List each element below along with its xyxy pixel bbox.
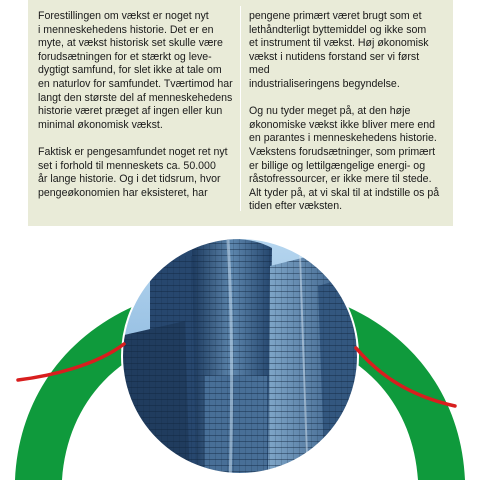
text-panel (28, 0, 453, 226)
column-divider (240, 6, 241, 211)
illustration-svg (0, 226, 480, 480)
left-text-column (38, 10, 234, 214)
paragraph: pengene primært været brugt som et lethåndterligt byttemiddel og ikke som et instrument til vækst. Høj økonomisk vækst i nutidens forstand ser vi først med industrialiseringens begyndelse. (249, 10, 429, 90)
illustration (0, 226, 480, 480)
right-text-column (249, 10, 441, 228)
paragraph: Og nu tyder meget på, at den høje økonomiske vækst ikke bliver mere end en parantes i menneskehedens historie. Vækstens forudsætninger, som primært er billige og lettilgængelige energi- og råstofressourcer, er ikke mere til stede. Alt tyder på, at vi skal til at indstille os på tiden efter væksten. (249, 105, 440, 213)
paragraph: Forestillingen om vækst er noget nyt i menneskehedens historie. Det er en myte, at vækst historisk set skulle være forudsætningen for et stærkt og leve- dygtigt samfund, for slet ikke at tale om en naturlov for samfundet. Tværtimod har langt den største del af menneskehedens historie været præget af ingen eller kun minimal økonomisk vækst. (38, 10, 233, 131)
skyscraper-photo (110, 226, 370, 480)
paragraph: Faktisk er pengesamfundet noget ret nyt set i forhold til menneskets ca. 50.000 år lange historie. Og i det tidsrum, hvor pengeøkonomien har eksisteret, har (38, 145, 228, 199)
